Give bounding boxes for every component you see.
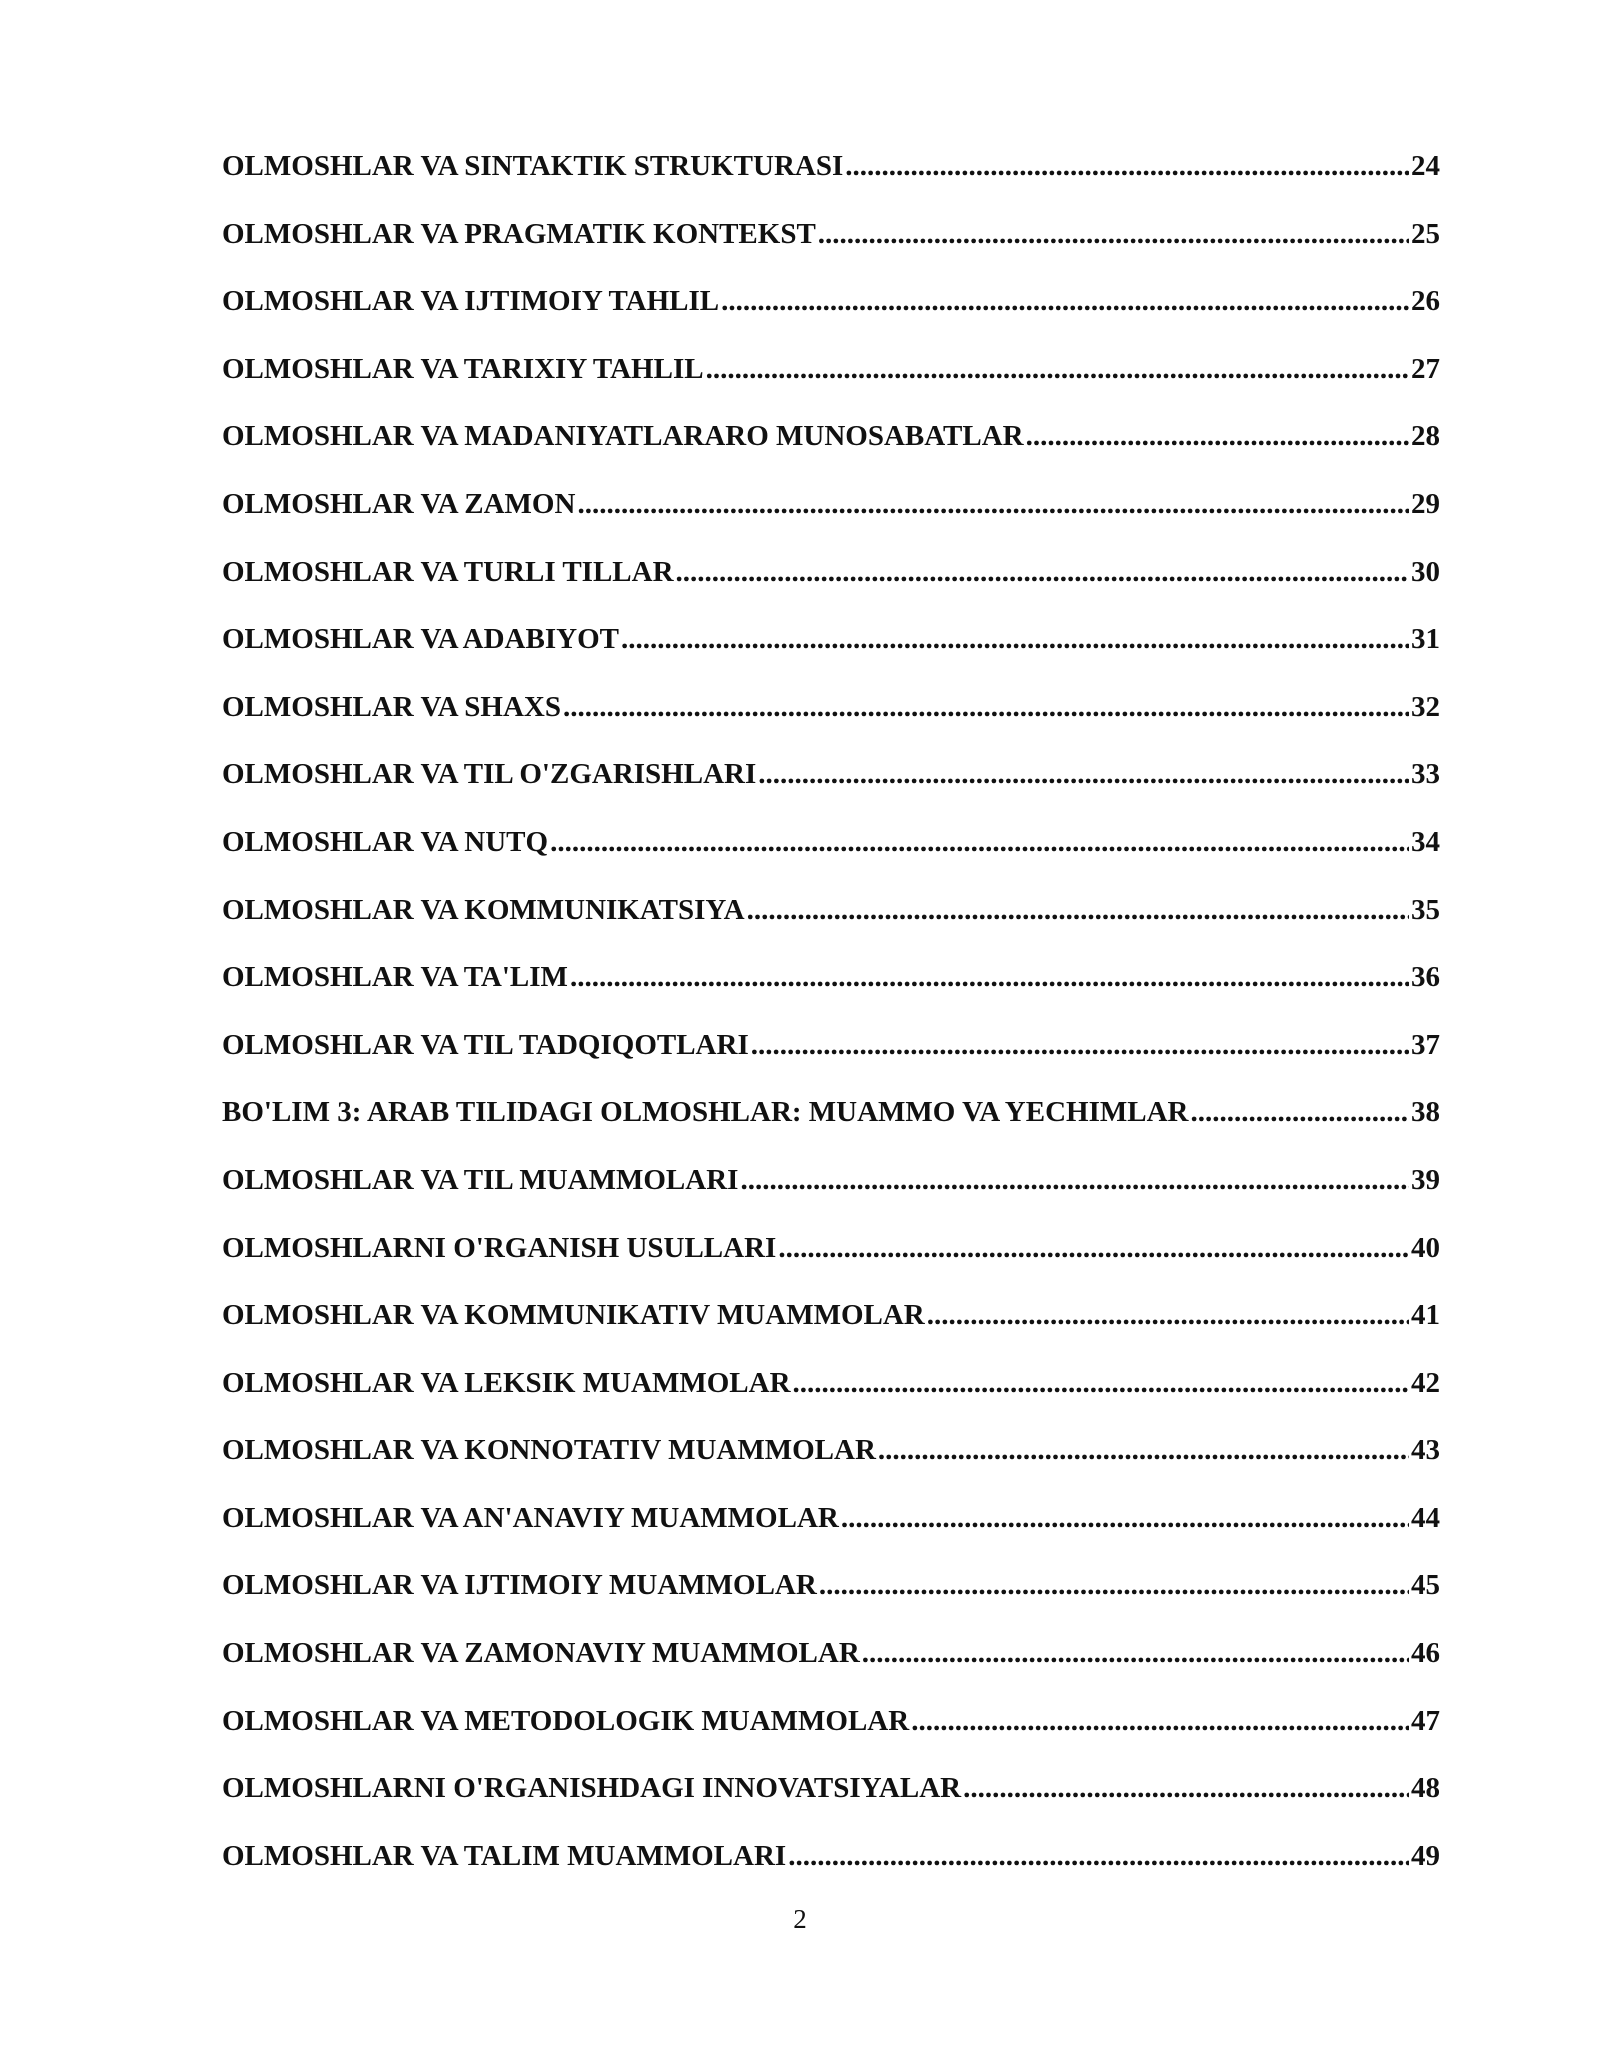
toc-entry-page-number: 32 [1411, 690, 1440, 723]
toc-entry-page-number: 43 [1411, 1434, 1440, 1467]
toc-dot-leader [818, 208, 1409, 260]
toc-entry[interactable] [222, 140, 1440, 208]
toc-entry-title: OLMOSHLAR VA LEKSIK MUAMMOLAR [222, 1366, 791, 1399]
toc-entry-title: OLMOSHLAR VA KONNOTATIV MUAMMOLAR [222, 1434, 876, 1467]
toc-dot-leader [911, 1695, 1409, 1747]
toc-dot-leader [570, 951, 1409, 1003]
toc-entry-page-number: 35 [1411, 893, 1440, 926]
toc-dot-leader [778, 1222, 1409, 1274]
toc-entry[interactable] [222, 546, 1440, 614]
toc-entry-page-number: 31 [1411, 623, 1440, 656]
toc-entry-page-number: 33 [1411, 758, 1440, 791]
toc-entry-title: OLMOSHLAR VA TIL TADQIQOTLARI [222, 1028, 749, 1061]
toc-entry-title: OLMOSHLAR VA SINTAKTIK STRUKTURASI [222, 150, 844, 182]
toc-entry-page-number: 26 [1411, 285, 1440, 318]
toc-dot-leader [845, 140, 1409, 192]
toc-dot-leader [758, 748, 1409, 800]
toc-entry-page-number: 48 [1411, 1772, 1440, 1805]
toc-entry-page-number: 27 [1411, 352, 1440, 385]
toc-entry-title: OLMOSHLARNI O'RGANISH USULLARI [222, 1231, 777, 1264]
toc-entry-page-number: 49 [1411, 1839, 1440, 1872]
toc-entry-page-number: 34 [1411, 825, 1440, 858]
toc-entry-title: OLMOSHLAR VA TARIXIY TAHLIL [222, 352, 704, 385]
toc-entry-page-number: 36 [1411, 961, 1440, 994]
toc-entry-title: OLMOSHLAR VA KOMMUNIKATIV MUAMMOLAR [222, 1299, 925, 1332]
toc-entry[interactable] [222, 1695, 1440, 1763]
toc-entry-title: OLMOSHLAR VA TURLI TILLAR [222, 555, 674, 588]
toc-entry-title: OLMOSHLAR VA TALIM MUAMMOLARI [222, 1839, 787, 1872]
toc-entry[interactable] [222, 478, 1440, 546]
toc-dot-leader [721, 275, 1409, 327]
toc-dot-leader [706, 343, 1409, 395]
toc-dot-leader [550, 816, 1409, 868]
toc-dot-leader [963, 1762, 1409, 1814]
toc-dot-leader [621, 613, 1409, 665]
toc-entry[interactable] [222, 1154, 1440, 1222]
toc-dot-leader [788, 1830, 1409, 1882]
toc-entry[interactable] [222, 613, 1440, 681]
toc-dot-leader [793, 1357, 1409, 1409]
toc-entry-page-number: 37 [1411, 1028, 1440, 1061]
toc-entry[interactable] [222, 275, 1440, 343]
toc-entry[interactable] [222, 343, 1440, 411]
toc-dot-leader [841, 1492, 1409, 1544]
toc-dot-leader [751, 1019, 1409, 1071]
toc-dot-leader [563, 681, 1409, 733]
toc-entry-page-number: 25 [1411, 217, 1440, 250]
toc-entry-page-number: 40 [1411, 1231, 1440, 1264]
toc-entry[interactable] [222, 1222, 1440, 1290]
toc-entry-page-number: 45 [1411, 1569, 1440, 1602]
toc-entry[interactable] [222, 1424, 1440, 1492]
toc-entry[interactable] [222, 1357, 1440, 1425]
toc-entry-title: OLMOSHLAR VA ADABIYOT [222, 623, 619, 656]
toc-dot-leader [819, 1559, 1409, 1611]
toc-entry-page-number: 29 [1411, 487, 1440, 520]
toc-entry-title: OLMOSHLAR VA NUTQ [222, 825, 549, 858]
toc-entry[interactable] [222, 681, 1440, 749]
toc-entry[interactable] [222, 951, 1440, 1019]
page-number: 2 [793, 1904, 807, 1934]
toc-entry[interactable] [222, 1627, 1440, 1695]
toc-dot-leader [1026, 410, 1409, 462]
toc-dot-leader [740, 1154, 1409, 1206]
toc-entry-title: OLMOSHLAR VA TA'LIM [222, 961, 568, 994]
toc-entry-title: OLMOSHLAR VA IJTIMOIY MUAMMOLAR [222, 1569, 817, 1602]
toc-entry-page-number: 41 [1411, 1299, 1440, 1332]
toc-entry-page-number: 44 [1411, 1501, 1440, 1534]
toc-entry-page-number: 47 [1411, 1704, 1440, 1737]
toc-entry-title: OLMOSHLAR VA ZAMONAVIY MUAMMOLAR [222, 1637, 860, 1670]
toc-entry[interactable] [222, 1019, 1440, 1087]
toc-entry-page-number: 38 [1411, 1096, 1440, 1129]
toc-entry-title: OLMOSHLAR VA ZAMON [222, 487, 576, 520]
toc-dot-leader [676, 546, 1409, 598]
toc-entry-title: OLMOSHLAR VA METODOLOGIK MUAMMOLAR [222, 1704, 910, 1737]
toc-entry[interactable] [222, 1830, 1440, 1898]
toc-entry-title: OLMOSHLAR VA AN'ANAVIY MUAMMOLAR [222, 1501, 839, 1534]
toc-entry[interactable] [222, 1086, 1440, 1154]
toc-entry[interactable] [222, 410, 1440, 478]
toc-entry-page-number: 46 [1411, 1637, 1440, 1670]
toc-entry-page-number: 42 [1411, 1366, 1440, 1399]
toc-entry-page-number: 39 [1411, 1163, 1440, 1196]
toc-entry-title: OLMOSHLAR VA TIL MUAMMOLARI [222, 1163, 739, 1196]
toc-entry-title: OLMOSHLAR VA TIL O'ZGARISHLARI [222, 758, 757, 791]
toc-entry[interactable] [222, 748, 1440, 816]
toc-entry[interactable] [222, 884, 1440, 952]
table-of-contents [222, 140, 1440, 1897]
toc-entry-title: OLMOSHLAR VA PRAGMATIK KONTEKST [222, 217, 816, 250]
toc-entry-page-number: 24 [1411, 150, 1440, 182]
toc-entry-title: OLMOSHLAR VA IJTIMOIY TAHLIL [222, 285, 720, 318]
toc-entry-title: OLMOSHLAR VA KOMMUNIKATSIYA [222, 893, 745, 926]
toc-dot-leader [862, 1627, 1409, 1679]
toc-entry-title: BO'LIM 3: ARAB TILIDAGI OLMOSHLAR: MUAMMO VA YECHIMLAR [222, 1096, 1189, 1129]
toc-entry-title: OLMOSHLARNI O'RGANISHDAGI INNOVATSIYALAR [222, 1772, 962, 1805]
toc-entry-title: OLMOSHLAR VA SHAXS [222, 690, 561, 723]
toc-entry-page-number: 28 [1411, 420, 1440, 453]
toc-dot-leader [927, 1289, 1409, 1341]
toc-entry[interactable] [222, 208, 1440, 276]
toc-dot-leader [577, 478, 1409, 530]
toc-entry-title: OLMOSHLAR VA MADANIYATLARARO MUNOSABATLAR [222, 420, 1024, 453]
toc-entry[interactable] [222, 1289, 1440, 1357]
toc-dot-leader [878, 1424, 1409, 1476]
toc-dot-leader [1190, 1086, 1409, 1138]
toc-entry[interactable] [222, 1492, 1440, 1560]
toc-entry[interactable] [222, 1559, 1440, 1627]
toc-dot-leader [747, 884, 1409, 936]
toc-entry-page-number: 30 [1411, 555, 1440, 588]
toc-entry[interactable] [222, 816, 1440, 884]
toc-entry[interactable] [222, 1762, 1440, 1830]
